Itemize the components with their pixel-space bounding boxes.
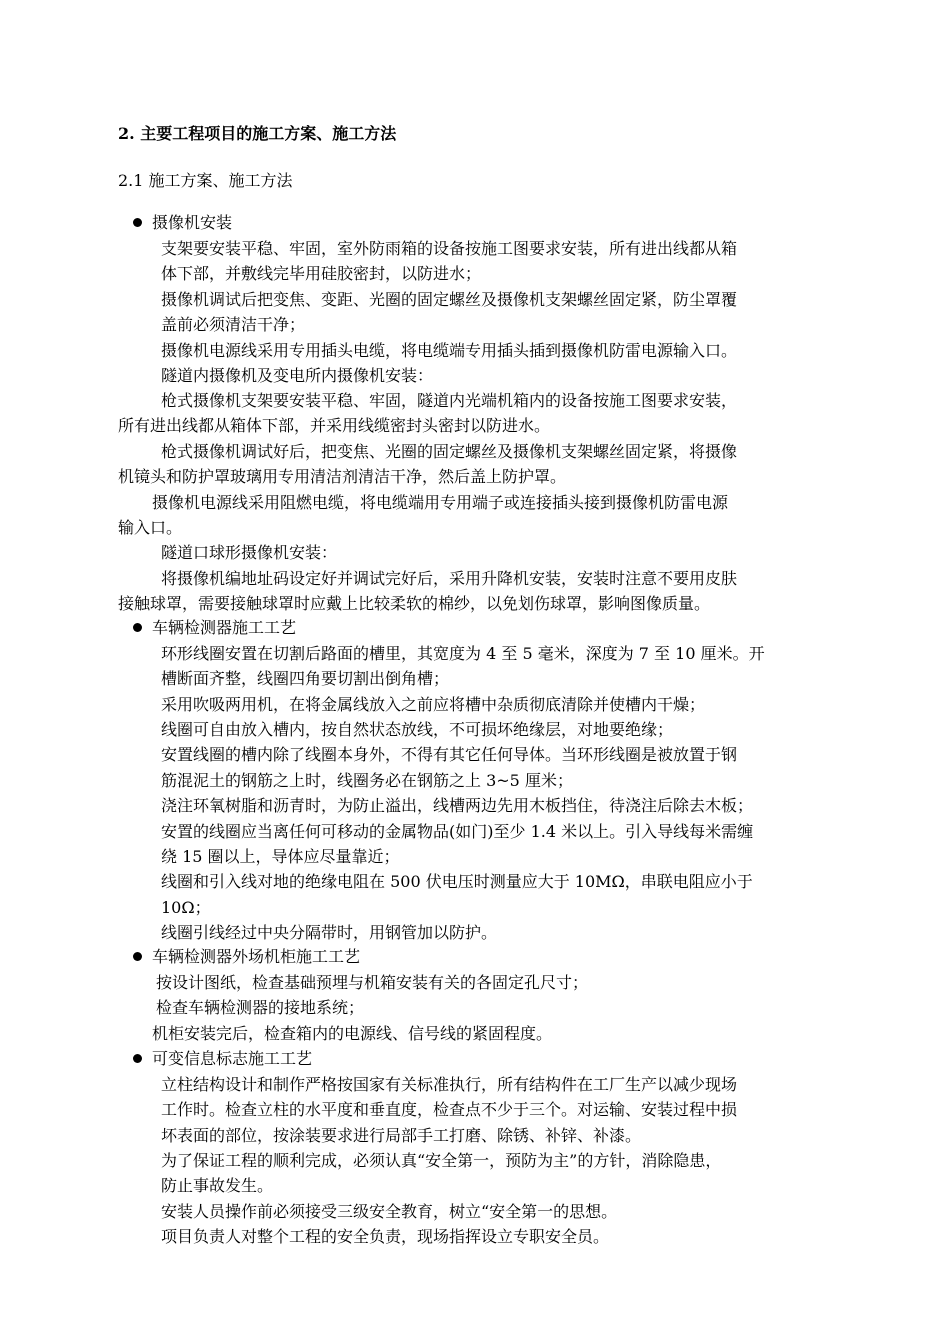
paragraph-line: 绕 15 圈以上，导体应尽量靠近；	[161, 847, 400, 866]
bullet-icon	[133, 623, 142, 632]
section-heading: 2. 主要工程项目的施工方案、施工方法	[118, 124, 397, 143]
paragraph-line: 工作时。检查立柱的水平度和垂直度，检查点不少于三个。对运输、安装过程中损	[161, 1100, 738, 1119]
bullet-title: 车辆检测器施工工艺	[152, 618, 297, 637]
bullet-title: 摄像机安装	[152, 213, 233, 232]
paragraph-line: 线圈引线经过中央分隔带时，用钢管加以防护。	[161, 923, 498, 942]
paragraph-line: 摄像机电源线采用阻燃电缆，将电缆端用专用端子或连接插头接到摄像机防雷电源	[152, 493, 729, 512]
paragraph-line: 10Ω；	[161, 898, 211, 917]
paragraph-line: 采用吹吸两用机，在将金属线放入之前应将槽中杂质彻底清除并使槽内干燥；	[161, 695, 706, 714]
paragraph-line: 所有进出线都从箱体下部，并采用线缆密封头密封以防进水。	[118, 416, 551, 435]
paragraph-line: 体下部，并敷线完毕用硅胶密封，以防进水；	[161, 264, 482, 283]
paragraph-line: 盖前必须清洁干净；	[161, 315, 306, 334]
bullet-title: 可变信息标志施工工艺	[152, 1049, 313, 1068]
paragraph-line: 安置线圈的槽内除了线圈本身外，不得有其它任何导体。当环形线圈是被放置于钢	[161, 745, 738, 764]
paragraph-line: 环形线圈安置在切割后路面的槽里，其宽度为 4 至 5 毫米，深度为 7 至 10 厘米。开	[161, 644, 765, 663]
paragraph-line: 安置的线圈应当离任何可移动的金属物品(如门)至少 1.4 米以上。引入导线每米需缠	[161, 822, 754, 841]
paragraph-line: 机镜头和防护罩玻璃用专用清洁剂清洁干净，然后盖上防护罩。	[118, 467, 567, 486]
paragraph-line: 输入口。	[118, 518, 183, 537]
paragraph-line: 为了保证工程的顺利完成，必须认真“安全第一，预防为主”的方针，消除隐患，	[161, 1151, 722, 1170]
paragraph-line: 线圈可自由放入槽内，按自然状态放线，不可损坏绝缘层，对地要绝缘；	[161, 720, 674, 739]
paragraph-line: 隧道内摄像机及变电所内摄像机安装：	[161, 366, 434, 385]
paragraph-line: 支架要安装平稳、牢固，室外防雨箱的设备按施工图要求安装，所有进出线都从箱	[161, 239, 738, 258]
paragraph-line: 摄像机电源线采用专用插头电缆，将电缆端专用插头插到摄像机防雷电源输入口。	[161, 341, 738, 360]
paragraph-line: 坏表面的部位，按涂装要求进行局部手工打磨、除锈、补锌、补漆。	[161, 1126, 642, 1145]
bullet-icon	[133, 1054, 142, 1063]
paragraph-line: 按设计图纸，检查基础预埋与机箱安装有关的各固定孔尺寸；	[156, 973, 589, 992]
paragraph-line: 枪式摄像机支架要安装平稳、牢固，隧道内光端机箱内的设备按施工图要求安装，	[161, 391, 738, 410]
subsection-heading: 2.1 施工方案、施工方法	[118, 171, 293, 190]
bullet-icon	[133, 218, 142, 227]
paragraph-line: 防止事故发生。	[161, 1176, 274, 1195]
paragraph-line: 隧道口球形摄像机安装：	[161, 543, 338, 562]
paragraph-line: 项目负责人对整个工程的安全负责，现场指挥设立专职安全员。	[161, 1227, 610, 1246]
paragraph-line: 机柜安装完后，检查箱内的电源线、信号线的紧固程度。	[152, 1024, 553, 1043]
paragraph-line: 摄像机调试后把变焦、变距、光圈的固定螺丝及摄像机支架螺丝固定紧，防尘罩覆	[161, 290, 738, 309]
paragraph-line: 枪式摄像机调试好后，把变焦、光圈的固定螺丝及摄像机支架螺丝固定紧，将摄像	[161, 442, 738, 461]
paragraph-line: 检查车辆检测器的接地系统；	[156, 998, 365, 1017]
bullet-title: 车辆检测器外场机柜施工工艺	[152, 947, 361, 966]
paragraph-line: 安装人员操作前必须接受三级安全教育，树立“安全第一的思想。	[161, 1202, 618, 1221]
paragraph-line: 线圈和引入线对地的绝缘电阻在 500 伏电压时测量应大于 10MΩ，串联电阻应小于	[161, 872, 753, 891]
paragraph-line: 将摄像机编地址码设定好并调试完好后，采用升降机安装，安装时注意不要用皮肤	[161, 569, 738, 588]
paragraph-line: 接触球罩，需要接触球罩时应戴上比较柔软的棉纱，以免划伤球罩，影响图像质量。	[118, 594, 711, 613]
bullet-icon	[133, 952, 142, 961]
paragraph-line: 筋混泥土的钢筋之上时，线圈务必在钢筋之上 3~5 厘米；	[161, 771, 573, 790]
paragraph-line: 槽断面齐整，线圈四角要切割出倒角槽；	[161, 669, 450, 688]
paragraph-line: 立柱结构设计和制作严格按国家有关标准执行，所有结构件在工厂生产以减少现场	[161, 1075, 738, 1094]
paragraph-line: 浇注环氧树脂和沥青时，为防止溢出，线槽两边先用木板挡住，待浇注后除去木板；	[161, 796, 754, 815]
